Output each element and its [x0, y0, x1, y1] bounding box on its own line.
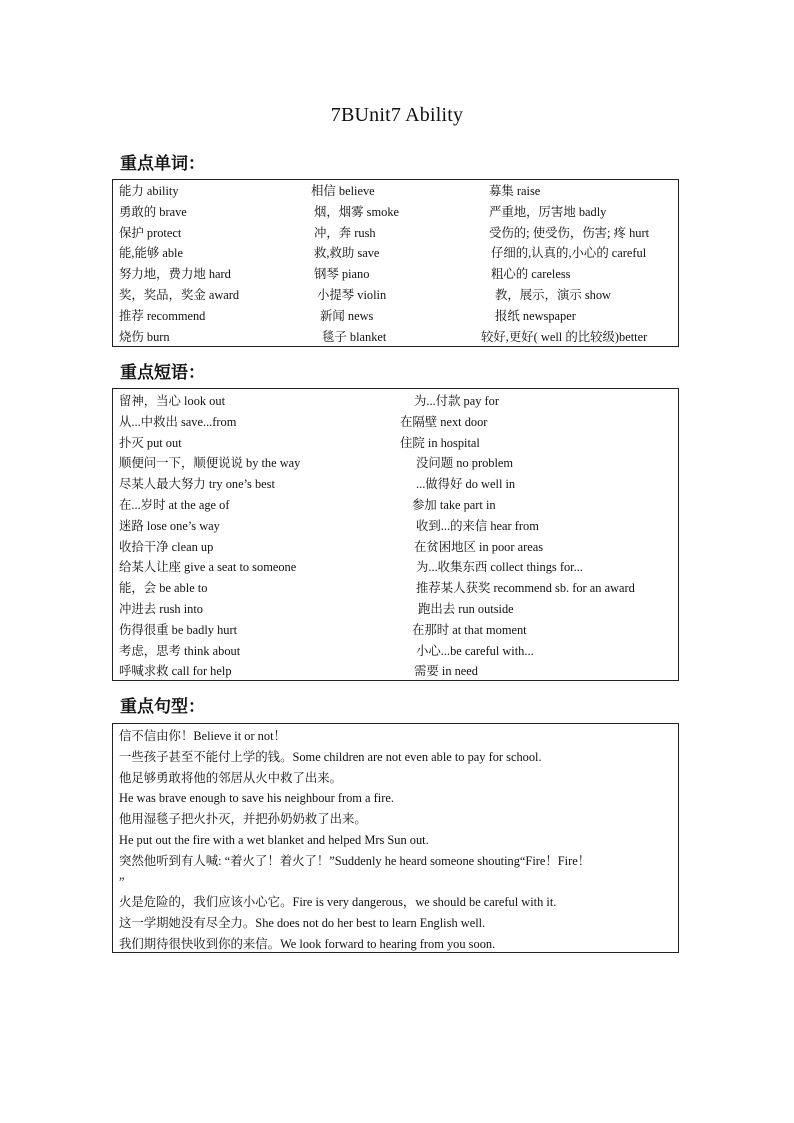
phrase-row [119, 599, 678, 620]
vocab-entry: 救,救助 save [314, 246, 380, 261]
phrase-entry: 在那时 at that moment [412, 622, 527, 637]
phrase-entry: 尽某人最大努力 try one’s best [119, 477, 275, 492]
sentence-line: He put out the fire with a wet blanket and helped Mrs Sun out. [119, 832, 429, 847]
vocab-entry: 推荐 recommend [119, 308, 206, 323]
phrase-entry: 在...岁时 at the age of [119, 497, 230, 512]
phrase-row [119, 641, 678, 662]
phrase-entry: 为...付款 pay for [414, 394, 499, 408]
vocab-entry: 烟，烟雾 smoke [314, 204, 400, 219]
phrase-entry: 在隔壁 next door [400, 414, 488, 429]
vocab-entry: 受伤的; 使受伤，伤害; 疼 hurt [489, 225, 650, 240]
phrase-entry: 需要 in need [414, 664, 479, 679]
phrase-entry: 没问题 no problem [416, 456, 514, 471]
phrase-entry: 冲进去 rush into [119, 601, 203, 616]
sentence-line: He was brave enough to save his neighbour from a fire. [119, 791, 394, 806]
vocab-row [119, 202, 678, 223]
phrase-row [119, 661, 678, 682]
phrase-entry: 跑出去 run outside [418, 601, 514, 616]
sentence-line: 火是危险的，我们应该小心它。Fire is very dangerous，we should be careful with it. [119, 895, 557, 910]
phrase-entry: 考虑，思考 think about [119, 643, 241, 658]
vocab-entry: 毯子 blanket [322, 329, 387, 344]
phrase-entry: 顺便问一下，顺便说说 by the way [119, 456, 301, 471]
vocab-row [119, 264, 678, 285]
phrase-entry: 小心...be careful with... [416, 643, 534, 658]
phrase-row [119, 495, 678, 516]
vocab-entry: 粗心的 careless [491, 267, 571, 282]
vocab-heading: 重点单词： [120, 154, 205, 174]
phrase-entry: 为...收集东西 collect things for... [416, 560, 583, 575]
page-title: 7BUnit7 Ability [330, 104, 464, 126]
phrases-heading: 重点短语： [120, 363, 205, 383]
vocab-entry: 报纸 newspaper [495, 308, 576, 323]
vocab-row [119, 243, 678, 264]
vocab-entry: 奖，奖品，奖金 award [119, 287, 240, 302]
phrase-row [119, 578, 678, 599]
sentence-line: 他用湿毯子把火扑灭，并把孙奶奶救了出来。 [119, 812, 367, 827]
sentence-line: 信不信由你！Believe it or not！ [119, 729, 286, 743]
vocab-entry: 仔细的,认真的,小心的 careful [491, 246, 647, 261]
vocab-row [119, 327, 678, 348]
sentences-box [112, 723, 679, 953]
phrase-entry: ...做得好 do well in [416, 477, 516, 492]
phrase-entry: 在贫困地区 in poor areas [414, 539, 544, 554]
phrase-entry: 迷路 lose one’s way [119, 518, 220, 533]
phrase-row [119, 537, 678, 558]
phrase-row [119, 516, 678, 537]
sentences-heading: 重点句型： [120, 697, 205, 717]
sentence-line: 他足够勇敢将他的邻居从火中救了出来。 [119, 770, 343, 785]
phrase-entry: 留神，当心 look out [119, 394, 226, 408]
vocab-entry: 冲，奔 rush [314, 225, 376, 240]
phrase-row [119, 433, 678, 454]
sentence-line: 突然他听到有人喊: “着火了！着火了！”Suddenly he heard someone shouting“Fire！Fire！ [119, 853, 591, 868]
phrase-entry: 给某人让座 give a seat to someone [119, 560, 297, 575]
vocab-entry: 能,能够 able [119, 246, 184, 261]
phrase-row [119, 453, 678, 474]
vocab-entry: 募集 raise [489, 184, 541, 198]
vocab-entry: 勇敢的 brave [119, 204, 187, 219]
vocab-row [119, 181, 678, 202]
vocab-row [119, 285, 678, 306]
phrase-row [119, 557, 678, 578]
vocab-entry: 较好,更好( well 的比较级)better [481, 329, 648, 344]
vocab-entry: 相信 believe [311, 184, 375, 198]
sentence-line: ” [119, 874, 125, 889]
phrases-table [112, 388, 679, 681]
vocab-entry: 保护 protect [119, 225, 182, 240]
vocab-entry: 努力地，费力地 hard [119, 267, 231, 282]
vocab-row [119, 223, 678, 244]
vocab-entry: 教，展示，演示 show [495, 287, 611, 302]
vocab-entry: 新闻 news [320, 308, 374, 323]
vocab-entry: 小提琴 violin [317, 287, 387, 302]
sentence-line: 一些孩子甚至不能付上学的钱。Some children are not even able to pay for school. [119, 749, 542, 764]
phrase-entry: 收拾干净 clean up [119, 539, 214, 554]
sentence-line: 我们期待很快收到你的来信。We look forward to hearing from you soon. [119, 936, 496, 951]
sentence-line: 这一学期她没有尽全力。She does not do her best to learn English well. [119, 916, 486, 931]
vocab-row [119, 306, 678, 327]
phrase-entry: 参加 take part in [412, 497, 496, 512]
phrase-row [119, 474, 678, 495]
phrase-row [119, 391, 678, 412]
vocab-entry: 能力 ability [119, 184, 179, 198]
phrase-entry: 伤得很重 be badly hurt [119, 622, 238, 637]
phrase-entry: 能，会 be able to [119, 581, 208, 596]
phrase-row [119, 412, 678, 433]
phrase-entry: 扑灭 put out [119, 435, 182, 450]
phrase-row [119, 620, 678, 641]
vocab-table [112, 179, 679, 347]
phrase-entry: 呼喊求救 call for help [119, 664, 232, 679]
vocab-entry: 严重地，厉害地 badly [489, 204, 607, 219]
phrase-entry: 住院 in hospital [400, 435, 480, 450]
phrase-entry: 收到...的来信 hear from [416, 518, 539, 533]
vocab-entry: 烧伤 burn [119, 329, 170, 344]
phrase-entry: 推荐某人获奖 recommend sb. for an award [416, 581, 635, 596]
vocab-entry: 钢琴 piano [314, 267, 370, 282]
phrase-entry: 从...中救出 save...from [119, 414, 237, 429]
